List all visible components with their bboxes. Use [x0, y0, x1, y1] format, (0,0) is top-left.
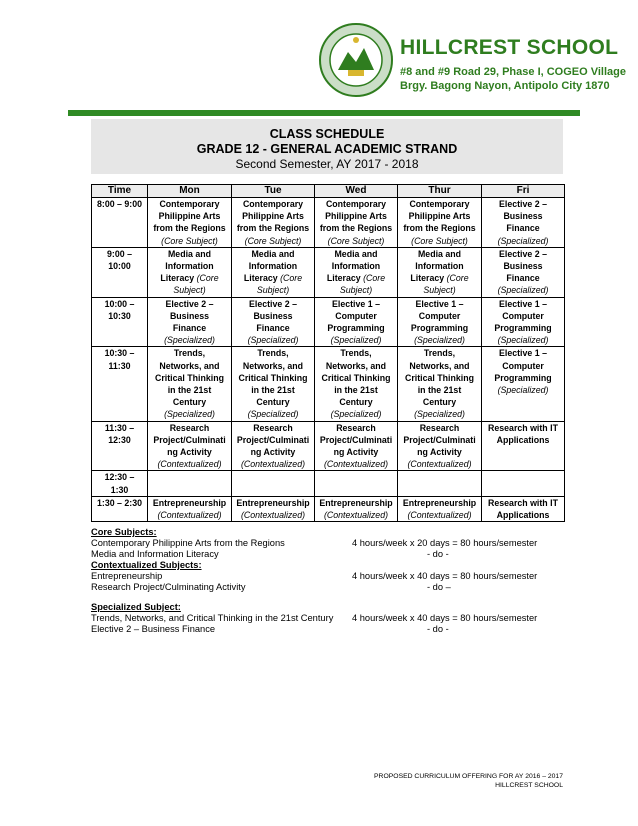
subject-name-line: in the 21st: [334, 385, 378, 396]
schedule-cell-tue: [232, 421, 315, 471]
subject-mixed-line: [316, 272, 396, 284]
time-slot-text: 12:30 –: [104, 472, 135, 483]
time-slot-text: 9:00 –: [107, 248, 132, 259]
subject-name-line: Research: [253, 422, 293, 433]
subject-name-line: Elective 2 –: [499, 248, 547, 259]
subject-type-line: (Specialized): [414, 409, 465, 420]
time-slot-text: 10:00 –: [104, 298, 135, 309]
schedule-cell-wed: [315, 421, 398, 471]
specialized-subject-2: Elective 2 – Business Finance: [91, 624, 216, 634]
subject-type-line: (Core Subject): [244, 235, 302, 246]
subject-name-line: Project/Culminati: [403, 434, 476, 445]
subject-mixed-line: [233, 272, 313, 284]
specialized-subject-2-hours: - do -: [427, 624, 449, 634]
subject-type-line: (Specialized): [414, 335, 465, 346]
subject-name-line: Finance: [256, 323, 290, 334]
subject-name-line: Contemporary: [325, 199, 387, 209]
subject-name-line: Research: [169, 422, 210, 433]
schedule-cell-fri: [482, 297, 565, 347]
subject-name-line: Networks, and: [159, 360, 220, 371]
schedule-cell-wed: [315, 247, 398, 297]
schedule-cell-thur: [398, 198, 482, 248]
subject-name-line: Entrepreneurship: [152, 497, 227, 508]
schedule-cell-fri: [482, 198, 565, 248]
subject-name-line: Networks, and: [409, 360, 470, 371]
subject-name-line: Literacy: [410, 273, 445, 284]
subject-name-line: ng Activity: [333, 447, 379, 458]
schedule-cell-fri: [482, 496, 565, 521]
subject-name-line: from the Regions: [236, 223, 310, 234]
schedule-cell-tue: [232, 198, 315, 248]
subject-type-line: (Specialized): [330, 335, 382, 346]
time-slot-text: 10:30: [108, 310, 131, 321]
subject-type-line: (Contextualized): [240, 459, 306, 470]
subject-name-line: Computer: [418, 310, 461, 321]
schedule-cell-mon: [148, 198, 232, 248]
subject-type-line: (Core: [196, 273, 219, 284]
subject-name-line: Information: [248, 261, 298, 272]
header-wed: Wed: [315, 185, 398, 198]
subject-name-line: ng Activity: [417, 447, 462, 458]
subject-type-line: (Core Subject): [411, 235, 468, 246]
core-subject-2-hours: - do -: [427, 549, 449, 559]
schedule-cell-wed: [315, 471, 398, 496]
schedule-title-box: [91, 119, 563, 174]
core-subject-1-hours: 4 hours/week x 20 days = 80 hours/semester: [352, 538, 538, 548]
time-slot-text: 1:30 – 2:30: [97, 497, 142, 508]
subject-name-line: Philippine Arts: [408, 211, 471, 222]
schedule-cell-tue: [232, 471, 315, 496]
subject-name-line: Philippine Arts: [325, 211, 387, 222]
subject-type-line: (Specialized): [247, 409, 299, 420]
contextualized-subject-1-hours: 4 hours/week x 40 days = 80 hours/semester: [352, 571, 538, 581]
school-logo-seal: [318, 22, 394, 98]
subject-name-line: Media and: [417, 248, 461, 259]
subject-name-line: Information: [165, 261, 214, 272]
subject-name-line: Project/Culminati: [236, 434, 310, 445]
subject-name-line: Research: [336, 422, 376, 433]
subject-name-line: Networks, and: [325, 360, 387, 371]
header-mon: Mon: [148, 185, 232, 198]
core-subject-2: Media and Information Literacy: [91, 549, 219, 559]
subject-name-line: Programming: [327, 323, 385, 334]
subject-type-line: Subject): [173, 285, 206, 296]
schedule-cell-fri: [482, 471, 565, 496]
subject-name-line: Entrepreneurship: [319, 497, 393, 508]
schedule-cell-wed: [315, 496, 398, 521]
subject-type-line: (Contextualized): [407, 459, 472, 470]
schedule-cell-wed: [315, 297, 398, 347]
core-subjects-heading: Core Subjects:: [91, 527, 157, 537]
subject-name-line: Research with IT: [488, 422, 558, 433]
header-tue: Tue: [232, 185, 315, 198]
subject-name-line: Media and: [167, 248, 211, 259]
subject-name-line: Elective 1 –: [499, 298, 547, 309]
subject-name-line: Project/Culminati: [153, 434, 226, 445]
subject-name-line: Finance: [172, 323, 207, 334]
subject-name-line: Elective 1 –: [499, 348, 547, 359]
time-slot-text: 1:30: [110, 484, 129, 495]
header-thur: Thur: [398, 185, 482, 198]
schedule-cell-mon: [148, 421, 232, 471]
header-time: Time: [92, 185, 148, 198]
schedule-cell-thur: [398, 421, 482, 471]
subject-type-line: (Contextualized): [407, 510, 472, 521]
schedule-cell-tue: [232, 247, 315, 297]
schedule-cell-mon: [148, 496, 232, 521]
time-slot-cell: [92, 198, 148, 248]
time-slot-cell: [92, 347, 148, 421]
subject-name-line: Entrepreneurship: [236, 497, 310, 508]
time-slot-text: 12:30: [108, 434, 131, 445]
schedule-body: [92, 198, 565, 522]
schedule-row: [92, 247, 565, 297]
schedule-cell-thur: [398, 347, 482, 421]
time-slot-text: 8:00 – 9:00: [97, 199, 142, 209]
subject-name-line: Philippine Arts: [158, 211, 221, 222]
time-slot-text: 11:30: [108, 360, 131, 371]
subject-name-line: Literacy: [326, 273, 361, 284]
subject-name-line: Information: [415, 261, 464, 272]
subject-name-line: in the 21st: [251, 385, 295, 396]
schedule-grade-strand: GRADE 12 - GENERAL ACADEMIC STRAND: [196, 142, 458, 156]
subject-name-line: Media and: [251, 248, 295, 259]
subject-name-line: Century: [256, 397, 290, 408]
subject-name-line: Elective 1 –: [415, 298, 464, 309]
schedule-cell-thur: [398, 496, 482, 521]
subject-name-line: Century: [339, 397, 373, 408]
subject-name-line: Elective 2 –: [165, 298, 214, 309]
subject-type-line: (Contextualized): [157, 459, 222, 470]
subject-name-line: Programming: [410, 323, 469, 334]
subject-name-line: Philippine Arts: [242, 211, 304, 222]
subject-type-line: (Contextualized): [323, 510, 389, 521]
school-name: HILLCREST SCHOOL: [400, 36, 619, 59]
schedule-cell-wed: [315, 347, 398, 421]
subject-name-line: Programming: [494, 323, 552, 334]
subject-type-line: (Specialized): [164, 409, 215, 420]
subject-name-line: Business: [253, 310, 293, 321]
subject-name-line: Research with IT: [488, 497, 558, 508]
subject-type-line: (Specialized): [497, 235, 549, 246]
schedule-cell-thur: [398, 297, 482, 347]
subject-name-line: Contemporary: [242, 199, 304, 209]
subject-name-line: Project/Culminati: [319, 434, 393, 445]
subject-type-line: Subject): [423, 285, 456, 296]
subject-type-line: (Core: [446, 273, 469, 284]
subject-type-line: (Specialized): [497, 335, 549, 346]
contextualized-subject-2: Research Project/Culminating Activity: [91, 582, 246, 592]
schedule-cell-fri: [482, 347, 565, 421]
schedule-row: [92, 347, 565, 421]
schedule-cell-thur: [398, 471, 482, 496]
time-slot-cell: [92, 421, 148, 471]
subject-type-line: (Specialized): [330, 409, 382, 420]
subject-type-line: Subject): [339, 285, 373, 296]
contextualized-subjects-heading: Contextualized Subjects:: [91, 560, 202, 570]
specialized-subject-1: Trends, Networks, and Critical Thinking in the 21st Century: [91, 613, 334, 623]
schedule-header-row: [92, 185, 565, 198]
subject-name-line: Critical Thinking: [155, 372, 224, 383]
time-slot-text: 11:30 –: [104, 422, 135, 433]
subject-name-line: Business: [169, 310, 210, 321]
subject-type-line: (Contextualized): [157, 510, 222, 521]
subject-name-line: Trends,: [173, 348, 206, 359]
subject-name-line: Research: [419, 422, 460, 433]
subject-name-line: from the Regions: [153, 223, 226, 234]
subject-name-line: Information: [331, 261, 381, 272]
subject-type-line: (Contextualized): [323, 459, 389, 470]
schedule-cell-mon: [148, 297, 232, 347]
subject-type-line: (Core Subject): [161, 235, 218, 246]
schedule-row: [92, 297, 565, 347]
subject-type-line: (Specialized): [497, 385, 549, 396]
contextualized-subject-2-hours: - do –: [427, 582, 451, 592]
subject-mixed-line: [149, 272, 230, 284]
specialized-subject-heading: Specialized Subject:: [91, 602, 181, 612]
subject-type-line: (Specialized): [164, 335, 215, 346]
subject-name-line: Trends,: [423, 348, 456, 359]
footer-curriculum-note: PROPOSED CURRICULUM OFFERING FOR AY 2016 – 2017: [374, 773, 563, 780]
schedule-cell-mon: [148, 471, 232, 496]
subject-name-line: Trends,: [257, 348, 289, 359]
time-slot-cell: [92, 471, 148, 496]
subject-name-line: ng Activity: [250, 447, 296, 458]
schedule-cell-thur: [398, 247, 482, 297]
schedule-row: [92, 421, 565, 471]
specialized-subject-1-hours: 4 hours/week x 40 days = 80 hours/semester: [352, 613, 538, 623]
time-slot-cell: [92, 247, 148, 297]
subject-name-line: Critical Thinking: [405, 372, 474, 383]
subject-name-line: Contemporary: [409, 199, 470, 209]
schedule-row: [92, 471, 565, 496]
schedule-semester: Second Semester, AY 2017 - 2018: [235, 157, 419, 171]
subject-name-line: Media and: [334, 248, 378, 259]
subject-name-line: Applications: [496, 434, 550, 445]
subject-name-line: Elective 1 –: [332, 298, 380, 309]
header-fri: Fri: [482, 185, 565, 198]
subject-name-line: Networks, and: [242, 360, 304, 371]
subject-name-line: ng Activity: [167, 447, 212, 458]
subject-name-line: from the Regions: [319, 223, 393, 234]
subject-name-line: Business: [503, 211, 543, 222]
subject-name-line: Critical Thinking: [321, 372, 391, 383]
subject-name-line: Programming: [494, 372, 552, 383]
subject-type-line: (Core: [280, 273, 303, 284]
subject-name-line: Critical Thinking: [238, 372, 308, 383]
subject-name-line: Finance: [506, 273, 540, 284]
schedule-cell-tue: [232, 347, 315, 421]
class-schedule-table: [91, 184, 565, 522]
time-slot-text: 10:30 –: [104, 348, 135, 359]
subject-name-line: Business: [503, 261, 543, 272]
subject-name-line: Literacy: [160, 273, 195, 284]
subject-type-line: (Contextualized): [240, 510, 306, 521]
time-slot-cell: [92, 496, 148, 521]
footer-school-name: HILLCREST SCHOOL: [495, 782, 563, 789]
subject-name-line: Computer: [502, 310, 544, 321]
subject-name-line: Elective 2 –: [249, 298, 297, 309]
subject-name-line: Applications: [496, 510, 550, 521]
time-slot-text: 10:00: [108, 261, 131, 272]
subject-name-line: Elective 2 –: [499, 199, 547, 209]
subject-name-line: Computer: [502, 360, 544, 371]
school-address-line-2: Brgy. Bagong Nayon, Antipolo City 1870: [400, 80, 610, 92]
header-divider-bar: [68, 110, 580, 116]
subject-name-line: Contemporary: [159, 199, 220, 209]
schedule-cell-tue: [232, 496, 315, 521]
subject-name-line: in the 21st: [167, 385, 212, 396]
subject-type-line: (Core: [363, 273, 386, 284]
time-slot-cell: [92, 297, 148, 347]
subject-name-line: Entrepreneurship: [402, 497, 477, 508]
subject-name-line: Century: [172, 397, 207, 408]
subject-name-line: Computer: [335, 310, 377, 321]
subject-mixed-line: [399, 272, 480, 284]
school-address-line-1: #8 and #9 Road 29, Phase I, COGEO Village: [400, 66, 626, 78]
subject-type-line: (Core Subject): [327, 235, 385, 246]
schedule-row: [92, 496, 565, 521]
schedule-cell-fri: [482, 247, 565, 297]
subject-name-line: from the Regions: [403, 223, 476, 234]
subject-name-line: Literacy: [243, 273, 278, 284]
subject-name-line: Century: [422, 397, 457, 408]
schedule-cell-fri: [482, 421, 565, 471]
core-subject-1: Contemporary Philippine Arts from the Regions: [91, 538, 285, 548]
subject-type-line: (Specialized): [247, 335, 299, 346]
schedule-cell-mon: [148, 347, 232, 421]
subject-type-line: Subject): [256, 285, 290, 296]
subject-name-line: Finance: [506, 223, 540, 234]
subject-name-line: Trends,: [340, 348, 372, 359]
schedule-title: CLASS SCHEDULE: [269, 127, 385, 141]
schedule-cell-tue: [232, 297, 315, 347]
subject-name-line: in the 21st: [417, 385, 462, 396]
contextualized-subject-1: Entrepreneurship: [91, 571, 163, 581]
schedule-cell-mon: [148, 247, 232, 297]
subject-type-line: (Specialized): [497, 285, 549, 296]
schedule-row: [92, 198, 565, 248]
schedule-cell-wed: [315, 198, 398, 248]
